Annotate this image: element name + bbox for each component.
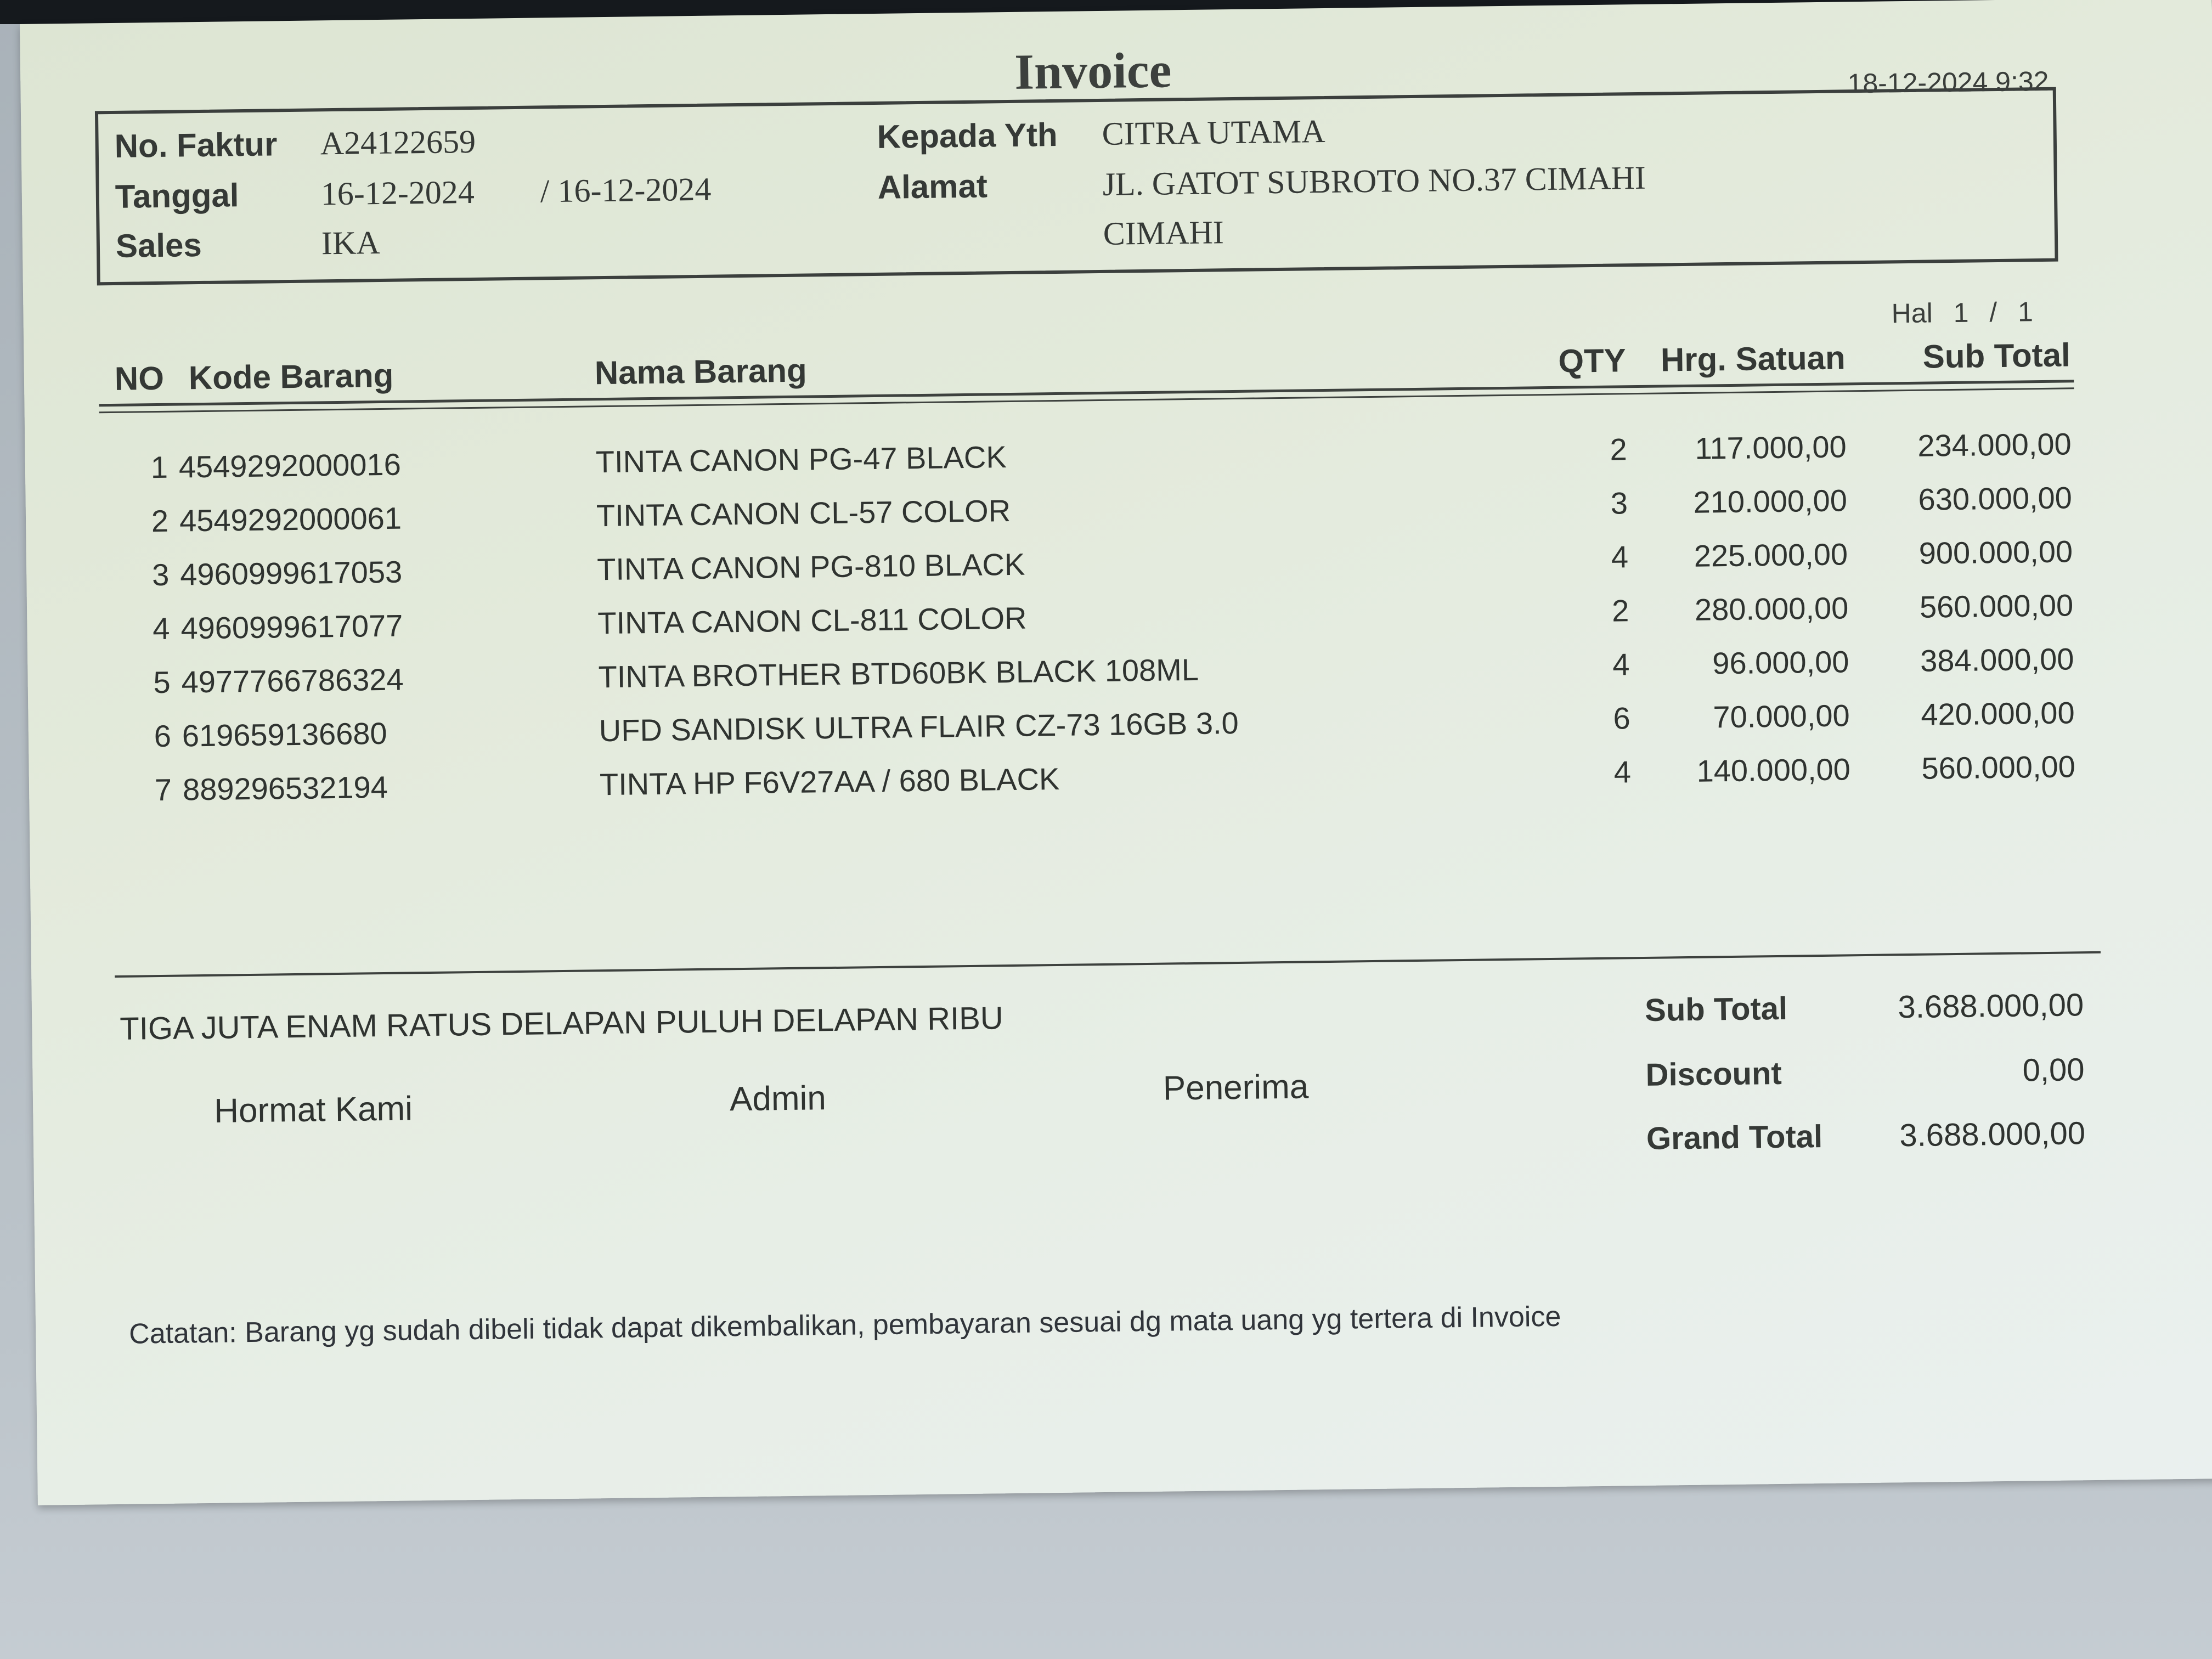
grand-total-label: Grand Total bbox=[1646, 1119, 1823, 1156]
item-no: 1 bbox=[150, 449, 168, 485]
item-no: 7 bbox=[154, 772, 172, 808]
signature-hormat-kami: Hormat Kami bbox=[213, 1090, 413, 1130]
col-header-subtotal: Sub Total bbox=[1922, 336, 2071, 375]
table-row bbox=[25, 426, 2083, 489]
item-kode: 4549292000016 bbox=[178, 447, 402, 484]
table-row bbox=[26, 479, 2084, 543]
item-qty: 6 bbox=[1613, 701, 1631, 736]
item-subtotal: 560.000,00 bbox=[1919, 588, 2074, 624]
discount-label: Discount bbox=[1645, 1055, 1782, 1093]
item-kode: 4977766786324 bbox=[181, 662, 404, 699]
col-header-qty: QTY bbox=[1558, 342, 1627, 380]
item-subtotal: 234.000,00 bbox=[1917, 426, 2072, 463]
item-kode: 4960999617077 bbox=[180, 608, 403, 646]
item-qty: 4 bbox=[1613, 754, 1632, 789]
footer-rule bbox=[115, 951, 2101, 978]
alamat-line-2: CIMAHI bbox=[1103, 214, 1224, 252]
item-harga: 280.000,00 bbox=[1694, 590, 1849, 627]
kepada-label: Kepada Yth bbox=[877, 116, 1058, 155]
item-no: 2 bbox=[151, 503, 169, 539]
col-header-kode: Kode Barang bbox=[188, 357, 394, 397]
item-harga: 117.000,00 bbox=[1695, 429, 1847, 466]
amount-in-words: TIGA JUTA ENAM RATUS DELAPAN PULUH DELAPAN RIBU bbox=[119, 1000, 1004, 1047]
item-kode: 4960999617053 bbox=[179, 554, 403, 592]
table-header-rule bbox=[99, 380, 2074, 407]
item-qty: 3 bbox=[1610, 486, 1628, 521]
item-harga: 140.000,00 bbox=[1696, 752, 1851, 788]
printed-timestamp: 18-12-2024 9:32 bbox=[1847, 65, 2049, 99]
sales-label: Sales bbox=[115, 226, 202, 264]
invoice-title: Invoice bbox=[1014, 42, 1172, 100]
item-harga: 225.000,00 bbox=[1694, 537, 1848, 573]
item-nama: TINTA BROTHER BTD60BK BLACK 108ML bbox=[598, 652, 1199, 695]
page-indicator: Hal 1 / 1 bbox=[1891, 296, 2034, 329]
kepada-value: CITRA UTAMA bbox=[1102, 112, 1325, 152]
item-subtotal: 384.000,00 bbox=[1920, 641, 2074, 678]
signature-admin: Admin bbox=[729, 1079, 827, 1119]
item-no: 6 bbox=[154, 718, 172, 754]
item-nama: TINTA CANON CL-57 COLOR bbox=[596, 493, 1011, 533]
item-nama: TINTA HP F6V27AA / 680 BLACK bbox=[599, 761, 1060, 802]
tanggal-value-2: / 16-12-2024 bbox=[540, 171, 712, 210]
item-kode: 889296532194 bbox=[182, 769, 388, 807]
item-nama: UFD SANDISK ULTRA FLAIR CZ-73 16GB 3.0 bbox=[599, 705, 1239, 748]
item-qty: 4 bbox=[1611, 539, 1629, 574]
item-kode: 4549292000061 bbox=[179, 500, 402, 538]
item-harga: 210.000,00 bbox=[1693, 483, 1848, 520]
no-faktur-label: No. Faktur bbox=[114, 126, 278, 165]
item-nama: TINTA CANON PG-47 BLACK bbox=[595, 439, 1007, 479]
item-kode: 619659136680 bbox=[182, 715, 387, 753]
alamat-label: Alamat bbox=[877, 167, 988, 206]
sales-value: IKA bbox=[321, 224, 380, 262]
alamat-line-1: JL. GATOT SUBROTO NO.37 CIMAHI bbox=[1102, 159, 1646, 202]
signature-penerima: Penerima bbox=[1163, 1068, 1309, 1108]
table-row bbox=[26, 533, 2084, 597]
item-nama: TINTA CANON CL-811 COLOR bbox=[597, 600, 1027, 641]
item-subtotal: 630.000,00 bbox=[1918, 480, 2073, 517]
item-subtotal: 900.000,00 bbox=[1918, 534, 2073, 571]
col-header-nama: Nama Barang bbox=[594, 352, 808, 392]
table-row bbox=[27, 587, 2085, 651]
table-row bbox=[28, 695, 2086, 758]
invoice-note: Catatan: Barang yg sudah dibeli tidak dapat dikembalikan, pembayaran sesuai dg mata uang yg tertera di Invoice bbox=[128, 1300, 1561, 1350]
subtotal-label: Sub Total bbox=[1644, 990, 1788, 1028]
grand-total-value: 3.688.000,00 bbox=[1899, 1115, 2086, 1154]
no-faktur-value: A24122659 bbox=[320, 123, 476, 162]
tanggal-label: Tanggal bbox=[115, 177, 239, 215]
table-row bbox=[29, 748, 2087, 812]
item-harga: 70.000,00 bbox=[1713, 698, 1850, 735]
item-no: 3 bbox=[151, 557, 170, 592]
item-qty: 2 bbox=[1610, 432, 1628, 467]
tanggal-value-1: 16-12-2024 bbox=[320, 173, 475, 212]
item-no: 4 bbox=[152, 611, 170, 646]
subtotal-value: 3.688.000,00 bbox=[1898, 987, 2084, 1025]
invoice-page bbox=[20, 0, 2212, 1505]
col-header-no: NO bbox=[114, 359, 165, 397]
item-qty: 2 bbox=[1611, 593, 1629, 628]
item-qty: 4 bbox=[1612, 647, 1630, 682]
item-harga: 96.000,00 bbox=[1712, 644, 1849, 681]
item-subtotal: 420.000,00 bbox=[1920, 695, 2075, 732]
col-header-harga: Hrg. Satuan bbox=[1660, 339, 1846, 379]
item-subtotal: 560.000,00 bbox=[1921, 749, 2076, 786]
discount-value: 0,00 bbox=[2022, 1052, 2085, 1088]
item-no: 5 bbox=[153, 664, 171, 700]
item-nama: TINTA CANON PG-810 BLACK bbox=[596, 546, 1025, 587]
table-row bbox=[27, 641, 2085, 704]
